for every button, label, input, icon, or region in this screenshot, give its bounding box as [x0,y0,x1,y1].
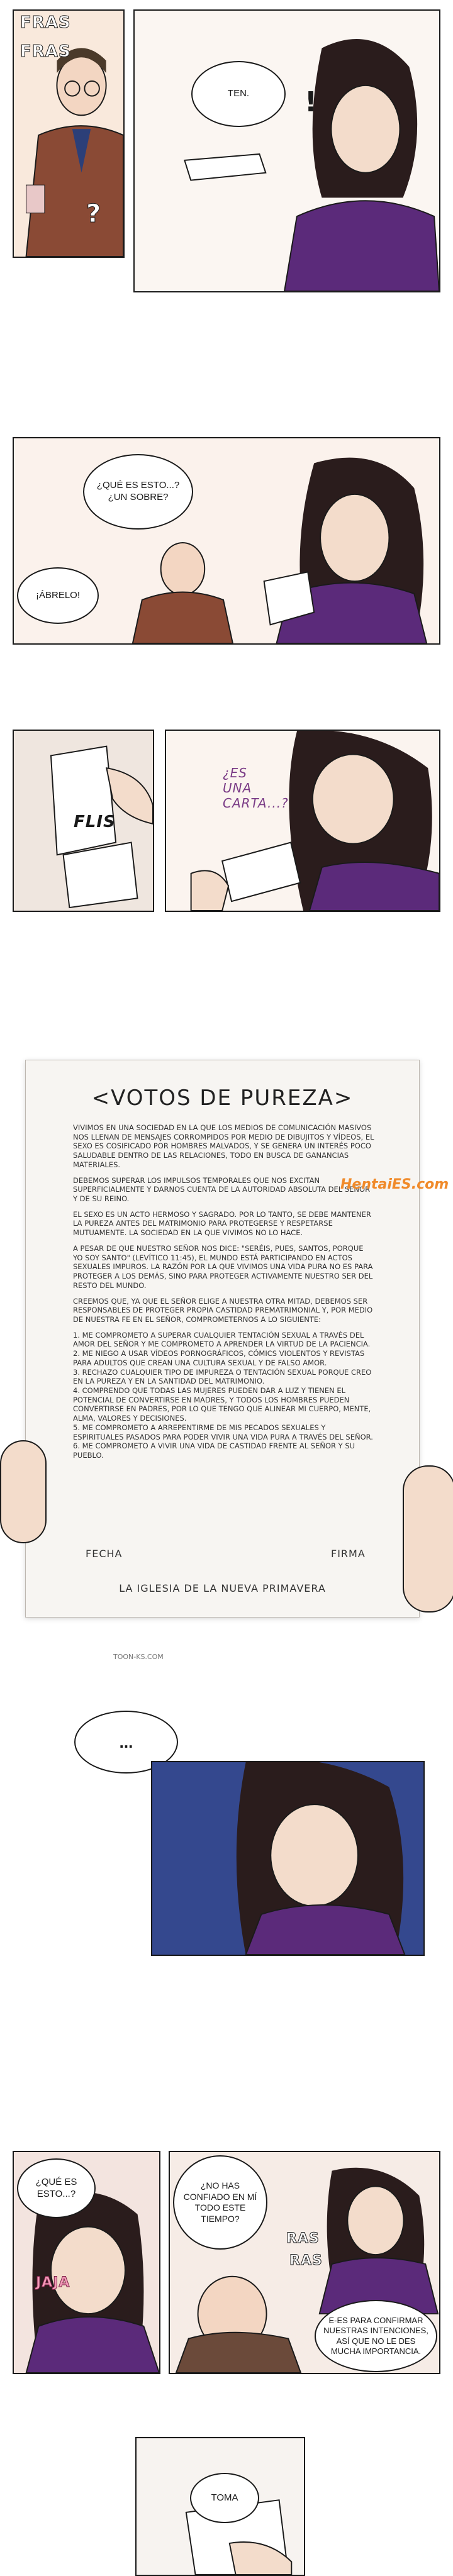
document-fecha: FECHA [86,1548,123,1560]
thought-es-una-carta: ¿ES UNA CARTA...? [223,765,289,811]
purity-vows-document [25,1060,449,1618]
sfx-question: ? [86,199,102,228]
panel-3-left [13,730,154,912]
speech-bubble-toma: TOMA [190,2473,259,2523]
sfx-ras-1: RAS [286,2231,320,2246]
document-church: LA IGLESIA DE LA NUEVA PRIMAVERA [119,1582,326,1594]
panel-1-left [13,9,125,258]
document-paragraph: DEBEMOS SUPERAR LOS IMPULSOS TEMPORALES QUE NOS EXCITAN SUPERFICIALMENTE Y DARNOS CUENTA DE LA AUTORIDAD ABSOLUTA DEL SEÑOR Y DE SU REINO. [73,1175,371,1204]
document-paragraph: EL SEXO ES UN ACTO HERMOSO Y SAGRADO. POR LO TANTO, SE DEBE MANTENER LA PUREZA ANTES DEL MATRIMONIO PARA PROTEGERSE Y RESPETARSE MUTUAMENTE. LA SOCIEDAD EN LA QUE VIVIMOS NO LO HACE. [73,1209,371,1238]
panel-6-right [169,2151,440,2374]
panel-7 [135,2437,305,2576]
woman-thinking-night-illustration [152,1762,423,1955]
speech-bubble-ellipsis: ... [74,1711,178,1774]
speech-bubble-que-es-esto-2: ¿QUÉ ES ESTO...? [17,2158,96,2218]
panel-5 [151,1761,425,1956]
speech-bubble-ten: TEN. [191,61,286,127]
sfx-flis: FLIS [74,813,116,831]
sfx-jaja: JAJA [36,2275,70,2290]
panel-2 [13,437,440,645]
speech-bubble-que-es-esto: ¿QUÉ ES ESTO...? ¿UN SOBRE? [83,454,193,530]
panel-1-right [133,9,440,292]
document-body [73,1123,375,1467]
speech-bubble-abrelo: ¡ÁBRELO! [17,567,99,624]
speech-bubble-e-es-para-confirmar: E-ES PARA CONFIRMAR NUESTRAS INTENCIONES, ASÍ QUE NO LE DES MUCHA IMPORTANCIA. [315,2300,437,2372]
right-hand-holding-document [403,1465,453,1613]
left-hand-holding-document [0,1440,47,1543]
speech-bubble-no-has-confiado: ¿NO HAS CONFIADO EN MÍ TODO ESTE TIEMPO? [173,2155,267,2250]
document-paragraph: CREEMOS QUE, YA QUE EL SEÑOR ELIGE A NUESTRA OTRA MITAD, DEBEMOS SER RESPONSABLES DE PROTEGER PROPIA CASTIDAD PREMATRIMONIAL Y, POR MEDIO DE NUESTRA FE EN EL SEÑOR, COMPROMETERNOS A LO SIGUIENTE: [73,1296,373,1324]
sfx-ras-2: RAS [289,2253,323,2268]
document-paragraph: A PESAR DE QUE NUESTRO SEÑOR NOS DICE: "SERÉIS, PUES, SANTOS, PORQUE YO SOY SANTO" (LEVÍTICO 11:45), EL MUNDO ESTÁ PARTICIPANDO EN ACTOS SEXUALES IMPUROS. LA RAZÓN POR LA QUE VIVIMOS UNA VIDA PURA NO ES PARA PROTEGER A LOS DEMÁS, SINO PARA PROTEGER ACTIVAMENTE NUESTRO SER DEL RESTO DEL MUNDO. [73,1243,373,1290]
document-title: <VOTOS DE PUREZA> [91,1085,354,1111]
sfx-exclaim: ! [305,86,318,118]
document-firma: FIRMA [331,1548,366,1560]
panel-3-right [165,730,440,912]
document-vows-list: 1. ME COMPROMETO A SUPERAR CUALQUIER TENTACIÓN SEXUAL A TRAVÉS DEL AMOR DEL SEÑOR Y ME COMPROMETO A APRENDER LA VIRTUD DE LA PACIENCIA. 2. ME NIEGO A USAR VÍDEOS PORNOGRÁFICOS, CÓMICS VIOLENTOS Y REVISTAS PARA ADULTOS QUE CREAN UNA CULTURA SEXUAL Y DE FALSO AMOR. 3. RECHAZO CUALQUIER TIPO DE IMPUREZA O TENTACIÓN SEXUAL PORQUE CREO EN LA PUREZA Y EN LA SANTIDAD DEL MATRIMONIO. 4. COMPRENDO QUE TODAS LAS MUJERES PUEDEN DAR A LUZ Y TIENEN EL POTENCIAL DE CONVERTIRSE EN MADRES, Y TODOS LOS HOMBRES PUEDEN CONVERTIRSE EN PADRES, POR LO QUE TENGO QUE ALINEAR MI CUERPO, MENTE, ALMA, VALORES Y DECISIONES. 5. ME COMPROMETO A ARREPENTIRME DE MIS PECADOS SEXUALES Y ESPIRITUALES PASADOS PARA PODER VIVIR UNA VIDA PURA A TRAVÉS DEL SEÑOR. 6. ME COMPROMETO A VIVIR UNA VIDA DE CASTIDAD FRENTE AL SEÑOR Y SU PUEBLO. [73,1330,373,1460]
small-watermark: TOON-KS.COM [113,1653,164,1661]
document-paragraph: VIVIMOS EN UNA SOCIEDAD EN LA QUE LOS MEDIOS DE COMUNICACIÓN MASIVOS NOS LLENAN DE MENSAJES CORROMPIDOS POR MEDIO DE DIBUJITOS Y VÍDEOS, EL SEXO ES COSIFICADO POR HOMBRES MALVADOS, Y SE GENERA UN INTERÉS POCO SALUDABLE DENTRO DE LAS RELACIONES, TODO EN BUSCA DE GANANCIAS MATERIALES. [73,1123,374,1169]
sfx-fras-1: FRAS [20,13,71,32]
sfx-fras-2: FRAS [20,42,71,61]
woman-receiving-envelope-illustration [135,11,439,291]
panel-6-left [13,2151,160,2374]
woman-reading-letter-illustration [166,731,439,911]
site-watermark: HentaiES.com [340,1177,449,1192]
